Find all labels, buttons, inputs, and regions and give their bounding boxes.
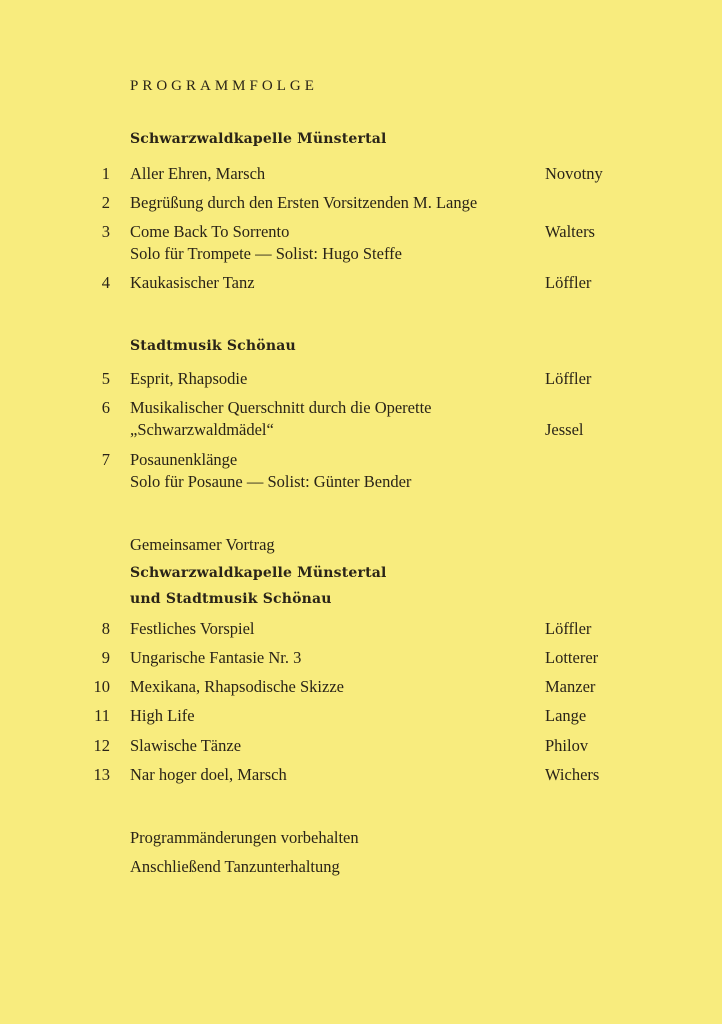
item-number: 7 (101, 450, 110, 469)
section-heading: Schwarzwaldkapelle Münstertal (130, 131, 387, 147)
item-composer: Walters (545, 222, 595, 241)
item-composer: Philov (545, 736, 589, 755)
item-subtitle: Solo für Posaune — Solist: Günter Bender (130, 472, 412, 491)
footer-note: Programmänderungen vorbehalten (130, 828, 359, 847)
item-title: Posaunenklänge (130, 450, 238, 469)
section-intro: Gemeinsamer Vortrag (130, 535, 275, 554)
item-number: 12 (93, 736, 110, 755)
item-composer: Novotny (545, 164, 603, 183)
item-number: 11 (94, 706, 110, 725)
item-composer: Lotterer (545, 648, 599, 667)
item-title: Nar hoger doel, Marsch (130, 765, 287, 784)
section-heading: Schwarzwaldkapelle Münstertal (130, 565, 387, 581)
item-number: 5 (101, 369, 110, 388)
item-composer: Löffler (545, 273, 592, 292)
item-title: Aller Ehren, Marsch (130, 164, 266, 183)
item-composer: Manzer (545, 677, 596, 696)
item-number: 9 (101, 648, 110, 667)
item-number: 1 (101, 164, 110, 183)
item-composer: Jessel (545, 420, 584, 439)
item-title: Come Back To Sorrento (130, 222, 290, 241)
item-title: Kaukasischer Tanz (130, 273, 255, 292)
item-composer: Lange (545, 706, 587, 725)
item-title: Ungarische Fantasie Nr. 3 (130, 648, 302, 667)
footer-note: Anschließend Tanzunterhaltung (130, 857, 340, 876)
item-title: Slawische Tänze (130, 736, 242, 755)
item-subtitle: Solo für Trompete — Solist: Hugo Steffe (130, 244, 402, 263)
item-number: 6 (101, 398, 110, 417)
item-subtitle: „Schwarzwaldmädel“ (130, 420, 274, 439)
page-title: PROGRAMMFOLGE (130, 78, 318, 94)
item-title: Mexikana, Rhapsodische Skizze (130, 677, 344, 696)
item-number: 2 (101, 193, 110, 212)
item-number: 3 (101, 222, 110, 241)
item-composer: Löffler (545, 619, 592, 638)
item-number: 13 (93, 765, 110, 784)
item-number: 4 (101, 273, 110, 292)
item-composer: Wichers (545, 765, 600, 784)
item-number: 10 (93, 677, 110, 696)
item-title: High Life (130, 706, 195, 725)
item-title: Festliches Vorspiel (130, 619, 255, 638)
section-heading: und Stadtmusik Schönau (130, 591, 332, 607)
item-composer: Löffler (545, 369, 592, 388)
item-number: 8 (101, 619, 110, 638)
item-title: Musikalischer Querschnitt durch die Operette (130, 398, 432, 417)
item-title: Esprit, Rhapsodie (130, 369, 248, 388)
item-title: Begrüßung durch den Ersten Vorsitzenden M. Lange (130, 193, 478, 212)
section-heading: Stadtmusik Schönau (130, 338, 296, 354)
